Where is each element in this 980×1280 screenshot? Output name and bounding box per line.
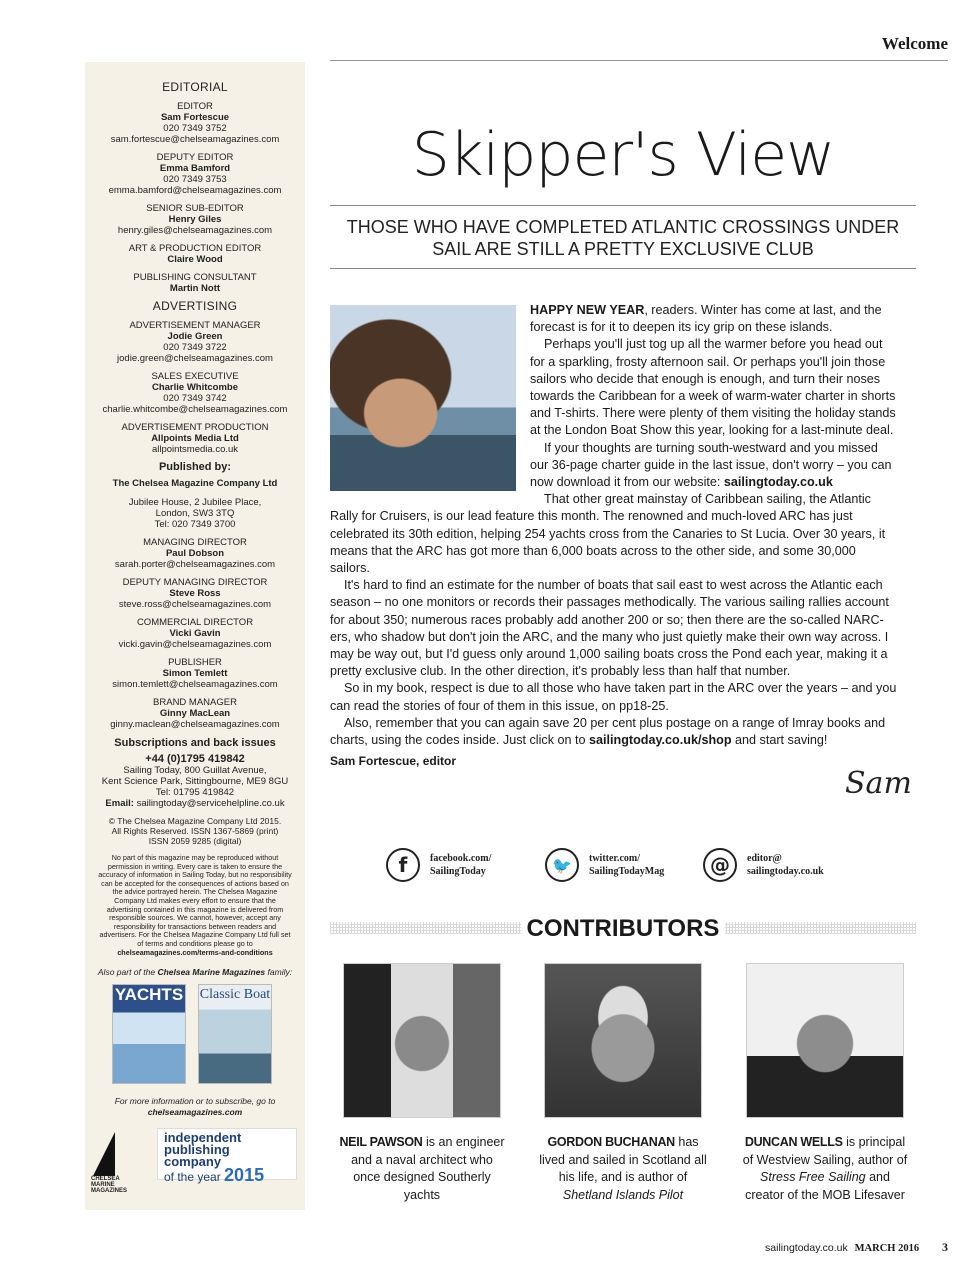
- staff-entry: [85, 101, 305, 145]
- staff-contact-link[interactable]: vicki.gavin@chelseamagazines.com: [118, 639, 272, 650]
- staff-entry: [85, 537, 305, 570]
- award-line2-text: of the year: [164, 1170, 221, 1185]
- yachts-cover-title: YACHTS: [114, 985, 184, 1005]
- contributors-header: [330, 914, 916, 944]
- staff-role: ADVERTISEMENT MANAGER: [129, 320, 261, 331]
- advertising-heading: ADVERTISING: [152, 299, 238, 313]
- logo-text: CHELSEA MARINE MAGAZINES: [91, 1176, 127, 1195]
- at-sign-icon: @: [703, 848, 737, 882]
- book-title: Stress Free Sailing: [760, 1170, 866, 1184]
- staff-role: DEPUTY MANAGING DIRECTOR: [122, 577, 268, 588]
- management-list: [85, 537, 305, 730]
- terms-link[interactable]: chelseamagazines.com/terms-and-conditions: [117, 947, 273, 957]
- staff-name: Henry Giles: [168, 214, 222, 225]
- twitter-line: twitter.com/: [589, 853, 640, 864]
- award-year: 2015: [224, 1165, 265, 1186]
- staff-role: SENIOR SUB-EDITOR: [146, 203, 244, 214]
- yachts-cover-image[interactable]: [112, 984, 186, 1084]
- subs-phone: +44 (0)1795 419842: [145, 753, 245, 765]
- paragraph-text: If your thoughts are turning south-westward and you missed our 36-page charter guide in the last issue, don't worry – you can now download it from our website:: [530, 440, 892, 490]
- book-title: Shetland Islands Pilot: [562, 1187, 684, 1202]
- paragraph-text: and start saving!: [731, 733, 828, 748]
- staff-contact-link[interactable]: steve.ross@chelseamagazines.com: [118, 599, 272, 610]
- family-name: Chelsea Marine Magazines: [157, 967, 266, 978]
- contributor-photo: [746, 963, 904, 1118]
- award-line1: independent publishing company: [164, 1130, 242, 1170]
- section-rule: [330, 60, 948, 61]
- family-prefix: Also part of the: [97, 967, 156, 978]
- byline: Sam Fortescue, editor: [330, 754, 457, 768]
- page-number: 3: [942, 1240, 948, 1254]
- address-line: London, SW3 3TQ: [155, 508, 235, 519]
- staff-role: EDITOR: [177, 101, 213, 112]
- classic-boat-cover-title: Classic Boat: [199, 987, 271, 1003]
- paragraph: That other great mainstay of Caribbean sailing, the Atlantic Rally for Cruisers, is our lead feature this month. The renowned and much-loved ARC has just celebrated its 30th edition, helping 254 yachts cross from the Canaries to St Lucia. Over 30 years, it means that the ARC has got more than 6,000 boats across to the other side, and some 30,000 sailors.: [330, 492, 886, 576]
- award-box: [157, 1128, 297, 1186]
- paragraph: So in my book, respect is due to all those who have taken part in the ARC over the years – and you can read the stories of four of them in this issue, on pp18-25.: [330, 681, 897, 713]
- staff-role: ADVERTISEMENT PRODUCTION: [121, 422, 269, 433]
- twitter-text: [589, 852, 664, 878]
- address-line: Kent Science Park, Sittingbourne, ME9 8GU: [101, 776, 289, 787]
- copyright-line: ISSN 2059 9285 (digital): [148, 836, 242, 846]
- staff-contact-link[interactable]: allpointsmedia.co.uk: [151, 444, 239, 455]
- contributor-photo: [544, 963, 702, 1118]
- staff-role: MANAGING DIRECTOR: [143, 537, 247, 548]
- staff-name: Emma Bamford: [159, 163, 231, 174]
- staff-contact-link[interactable]: ginny.maclean@chelseamagazines.com: [110, 719, 280, 730]
- twitter-bird-icon: 🐦: [545, 848, 579, 882]
- staff-role: COMMERCIAL DIRECTOR: [136, 617, 254, 628]
- contributor-caption: [538, 1134, 708, 1204]
- contributor-bio: and creator of the MOB Lifesaver: [745, 1170, 905, 1202]
- staff-role: SALES EXECUTIVE: [151, 371, 239, 382]
- paragraph: [330, 715, 898, 749]
- email-line: sailingtoday.co.uk: [747, 866, 824, 877]
- staff-phone: 020 7349 3753: [163, 174, 227, 185]
- twitter-line: SailingTodayMag: [589, 866, 665, 877]
- copyright-line: All Rights Reserved. ISSN 1367-5869 (print): [111, 826, 279, 836]
- staff-entry: [85, 577, 305, 610]
- more-info-text: For more information or to subscribe, go to: [114, 1096, 276, 1107]
- more-info-link[interactable]: chelseamagazines.com: [147, 1107, 243, 1118]
- staff-name: Steve Ross: [169, 588, 221, 599]
- staff-phone: 020 7349 3752: [163, 123, 227, 134]
- disclaimer-text: No part of this magazine may be reproduced without permission in writing. Every care is taken to ensure the accuracy of information in Sailing Today, but no responsibility can be accepted for the consequences of actions based on the advice portrayed herein. The Chelsea Magazine Company Ltd makes every effort to ensure that the advertising contained in this magazine is delivered from responsible sources. We cannot, however, accept any responsibility for transactions between readers and advertisers. For the Chelsea Magazine Company Ltd full set of terms and conditions please go to: [98, 853, 292, 948]
- facebook-line: SailingToday: [430, 866, 486, 877]
- contributor-caption: [740, 1134, 910, 1204]
- footer-site: sailingtoday.co.uk: [765, 1242, 848, 1254]
- staff-entry: [85, 203, 305, 236]
- staff-name: Vicki Gavin: [169, 628, 221, 639]
- contributor-caption: [337, 1134, 507, 1204]
- subs-email[interactable]: sailingtoday@servicehelpline.co.uk: [136, 798, 285, 809]
- paragraph-text: , readers. Winter has come at last, and the forecast is for it to deepen its icy grip on these islands.: [530, 303, 882, 335]
- contributor-name: NEIL PAWSON: [339, 1135, 423, 1149]
- copyright-line: © The Chelsea Magazine Company Ltd 2015.: [108, 816, 282, 826]
- signature: Sam: [845, 766, 912, 801]
- publisher-company: The Chelsea Magazine Company Ltd: [112, 478, 278, 489]
- contributors-heading: [330, 914, 916, 944]
- website-link[interactable]: sailingtoday.co.uk: [723, 475, 833, 490]
- staff-name: Allpoints Media Ltd: [151, 433, 239, 444]
- advertising-list: [85, 320, 305, 455]
- paragraph-text: Also, remember that you can again save 20 per cent plus postage on a range of Imray books and charts, using the codes inside. Just click on to: [330, 715, 886, 748]
- subs-heading: Subscriptions and back issues: [114, 737, 276, 749]
- contributor-photo: [343, 963, 501, 1118]
- staff-name: Jodie Green: [167, 331, 223, 342]
- facebook-line: facebook.com/: [430, 853, 492, 864]
- staff-role: DEPUTY EDITOR: [156, 152, 234, 163]
- family-line: [85, 967, 305, 978]
- staff-entry: [85, 422, 305, 455]
- contributor-bio: is an engineer and a naval architect who once designed Southerly yachts: [351, 1135, 505, 1202]
- photo-spacer: [330, 302, 530, 495]
- staff-entry: [85, 152, 305, 196]
- section-label: Welcome: [881, 34, 948, 53]
- copyright: [85, 816, 305, 846]
- staff-contact-link[interactable]: simon.temlett@chelseamagazines.com: [112, 679, 278, 690]
- facebook-icon: f: [386, 848, 420, 882]
- published-by: Published by:: [158, 461, 232, 473]
- more-info: [85, 1096, 305, 1118]
- staff-entry: [85, 243, 305, 265]
- email-link[interactable]: [703, 848, 824, 882]
- staff-name: Paul Dobson: [165, 548, 225, 559]
- publisher-address: [85, 497, 305, 530]
- classic-boat-cover-image[interactable]: [198, 984, 272, 1084]
- paragraph: It's hard to find an estimate for the number of boats that sail east to west across the Atlantic each season – no one monitors or records their passages methodically. The various sailing rallies account for about 350; numerous races probably add another 200 or so; then there are the so-called NARC-ers, who shadow but don't join the ARC, and the many who just quietly make their own way across. I may be way out, but I'd guess only around 1,000 sailing boats cross the Pond each year, making it a pretty exclusive club. In the other direction, it's probably less than half that number.: [330, 578, 889, 679]
- staff-role: ART & PRODUCTION EDITOR: [128, 243, 262, 254]
- shop-link[interactable]: sailingtoday.co.uk/shop: [589, 733, 732, 748]
- contributor-name: DUNCAN WELLS: [744, 1135, 843, 1149]
- lead-in: HAPPY NEW YEAR: [530, 303, 645, 317]
- subs-address: [85, 765, 305, 809]
- subs-email-label: Email:: [105, 798, 134, 809]
- staff-role: PUBLISHING CONSULTANT: [133, 272, 257, 283]
- staff-contact-link[interactable]: charlie.whitcombe@chelseamagazines.com: [102, 404, 288, 415]
- email-text: [747, 852, 824, 878]
- magazine-covers: [85, 984, 305, 1094]
- staff-phone: 020 7349 3722: [163, 342, 227, 353]
- subs-email-line: [85, 798, 305, 809]
- disclaimer: [85, 854, 305, 957]
- award-badge: [85, 1128, 305, 1195]
- address-line: Sailing Today, 800 Guillat Avenue,: [123, 765, 267, 776]
- facebook-text: [430, 852, 491, 878]
- staff-name: Ginny MacLean: [159, 708, 231, 719]
- staff-name: Claire Wood: [167, 254, 223, 265]
- divider: [330, 268, 916, 269]
- contributor-name: GORDON BUCHANAN: [547, 1135, 675, 1149]
- staff-entry: [85, 371, 305, 415]
- editorial-heading: EDITORIAL: [162, 80, 228, 94]
- staff-name: Charlie Whitcombe: [151, 382, 239, 393]
- staff-entry: [85, 272, 305, 294]
- staff-entry: [85, 617, 305, 650]
- divider: [330, 205, 916, 206]
- footer-issue: MARCH 2016: [854, 1243, 920, 1254]
- family-suffix: family:: [267, 967, 293, 978]
- staff-contact-link[interactable]: sarah.porter@chelseamagazines.com: [114, 559, 276, 570]
- masthead-sidebar: [85, 62, 305, 1210]
- contributor-bio: has lived and sailed in Scotland all his life, and is author of: [539, 1135, 707, 1184]
- staff-entry: [85, 697, 305, 730]
- staff-name: Sam Fortescue: [160, 112, 230, 123]
- contributors-heading-text: CONTRIBUTORS: [521, 915, 726, 942]
- staff-contact-link[interactable]: emma.bamford@chelseamagazines.com: [108, 185, 282, 196]
- contributor-bio: is principal of Westview Sailing, author of: [742, 1135, 908, 1167]
- editorial-list: [85, 101, 305, 294]
- address-line: Jubilee House, 2 Jubilee Place,: [128, 497, 262, 508]
- staff-contact-link[interactable]: henry.giles@chelseamagazines.com: [117, 225, 273, 236]
- address-line: Tel: 01795 419842: [155, 787, 235, 798]
- paragraph: Perhaps you'll just tog up all the warmer before you head out for a sparkling, frosty afternoon sail. Or perhaps you'll join those sailors who decide that enough is enough, and turn their noses towards the Caribbean for a week of warm-water charter in shorts and T-shirts. There were plenty of them visiting the holiday stands at the London Boat Show this year, looking for a last-minute deal.: [530, 337, 896, 438]
- staff-contact-link[interactable]: sam.fortescue@chelseamagazines.com: [110, 134, 280, 145]
- standfirst: THOSE WHO HAVE COMPLETED ATLANTIC CROSSINGS UNDER SAIL ARE STILL A PRETTY EXCLUSIVE CLUB: [346, 217, 900, 259]
- page-title: Skipper's View: [411, 120, 835, 190]
- staff-entry: [85, 320, 305, 364]
- sail-logo-icon: [93, 1132, 115, 1176]
- staff-contact-link[interactable]: jodie.green@chelseamagazines.com: [117, 353, 273, 364]
- staff-entry: [85, 657, 305, 690]
- article-body: [330, 302, 898, 749]
- email-line: editor@: [747, 853, 782, 864]
- staff-name: Martin Nott: [169, 283, 221, 294]
- staff-role: PUBLISHER: [168, 657, 222, 668]
- twitter-link[interactable]: [545, 848, 664, 882]
- facebook-link[interactable]: [386, 848, 491, 882]
- award-line2: [164, 1165, 290, 1186]
- staff-name: Simon Temlett: [162, 668, 228, 679]
- staff-phone: 020 7349 3742: [163, 393, 227, 404]
- staff-role: BRAND MANAGER: [153, 697, 237, 708]
- page-footer: [765, 1240, 948, 1255]
- address-line: Tel: 020 7349 3700: [154, 519, 236, 530]
